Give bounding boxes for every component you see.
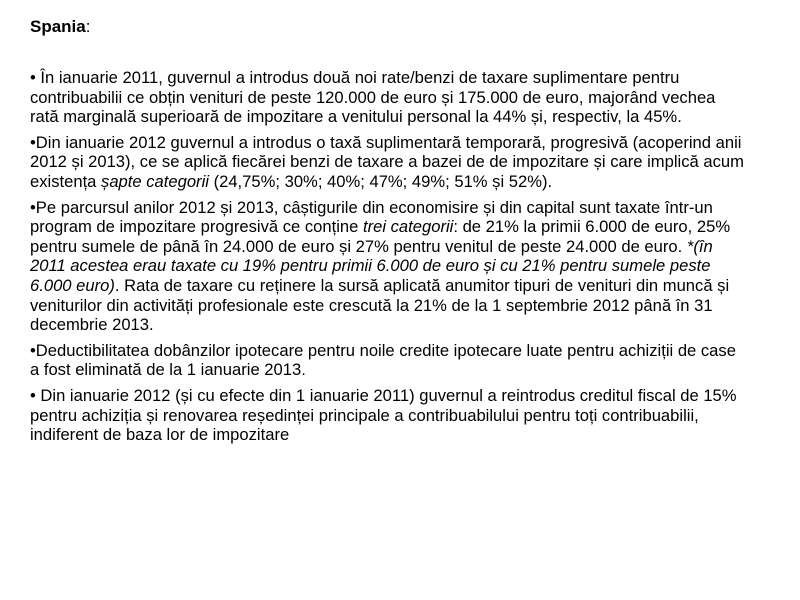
paragraph-4-text: •Deductibilitatea dobânzilor ipotecare pentru noile credite ipotecare luate pentru achiziții de case a fost eliminată de la 1 ianuarie 2013.	[30, 340, 736, 380]
paragraph-3-before: •Pe parcursul anilor 2012 și 2013, câștigurile din economisire și din capital sunt taxate într-un program de impozitare progresivă ce conține	[30, 197, 713, 237]
paragraph-3-middle: : de 21% la primii 6.000 de euro, 25% pentru sumele de până în 24.000 de euro și 27% pentru venitul de peste 24.000 de euro.	[30, 217, 731, 256]
paragraph-5-text: • Din ianuarie 2012 (și cu efecte din 1 ianuarie 2011) guvernul a reintrodus creditul fiscal de 15% pentru achiziția și renovarea reședinței principale a contribuabilului pentru toți contribuabilii, indiferent de baza lor de impozitare	[30, 385, 737, 445]
slide-heading	[30, 17, 90, 37]
paragraph-1	[30, 68, 745, 127]
paragraph-3-after: . Rata de taxare cu reținere la sursă aplicată anumitor tipuri de venituri din muncă și veniturilor din activități profesionale este crescută la 21% de la 1 septembrie 2012 până în 31 decembrie 2013.	[30, 275, 730, 335]
heading-title: Spania	[30, 17, 86, 36]
paragraph-2	[30, 133, 745, 192]
paragraph-2-before: •Din ianuarie 2012 guvernul a introdus o taxă suplimentară temporară, progresivă (acoperind anii 2012 și 2013), ce se aplică fiecărei benzi de taxare a bazei de de impozitare și care implică acum existența	[30, 132, 744, 191]
paragraph-2-italic: șapte categorii	[101, 171, 209, 191]
paragraph-3	[30, 198, 745, 335]
heading-colon: :	[85, 17, 91, 36]
paragraph-3-italic-note: *(în 2011 acestea erau taxate cu 19% pentru primii 6.000 de euro și cu 21% pentru sumele peste 6.000 euro)	[30, 236, 713, 295]
paragraph-5	[30, 386, 745, 445]
paragraph-1-text: • În ianuarie 2011, guvernul a introdus două noi rate/benzi de taxare suplimentare pentru contribuabilii ce obțin venituri de peste 120.000 de euro și 175.000 de euro, majorând vechea rată marginală superioară de impozitare a venitului personal la 44% și, respectiv, la 45%.	[30, 68, 716, 127]
slide-content	[30, 68, 745, 451]
paragraph-3-italic: trei categorii	[362, 217, 454, 237]
paragraph-2-after: (24,75%; 30%; 40%; 47%; 49%; 51% și 52%).	[208, 171, 553, 191]
paragraph-4	[30, 341, 745, 380]
